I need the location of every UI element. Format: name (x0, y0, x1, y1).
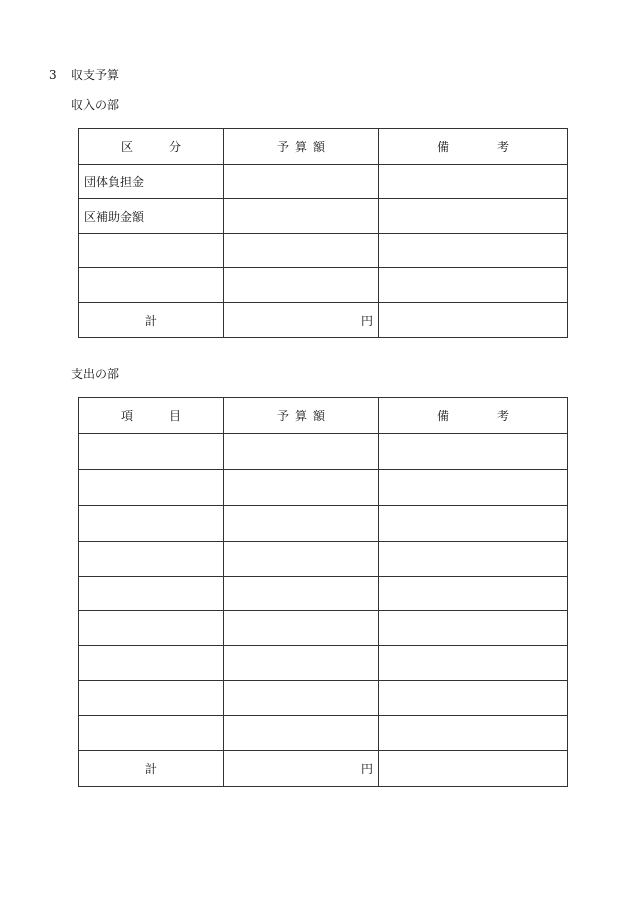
section-number: 3 (49, 68, 57, 82)
income-total-row (79, 303, 568, 338)
expense-row-label[interactable] (79, 506, 224, 542)
expense-row-amount[interactable] (224, 506, 379, 542)
income-row-amount[interactable] (224, 268, 379, 303)
table-row (79, 199, 568, 234)
expense-row-note[interactable] (379, 577, 568, 611)
table-row (79, 165, 568, 199)
table-row (79, 611, 568, 646)
income-total-amount[interactable]: 円 (224, 303, 379, 338)
expense-row-amount[interactable] (224, 434, 379, 470)
expense-header-item: 項 目 (79, 398, 224, 434)
table-row (79, 234, 568, 268)
expense-row-note[interactable] (379, 506, 568, 542)
expense-header-row (79, 398, 568, 434)
income-header-category: 区 分 (79, 129, 224, 165)
table-row (79, 716, 568, 751)
table-row (79, 542, 568, 577)
income-row-note[interactable] (379, 199, 568, 234)
expense-row-amount[interactable] (224, 577, 379, 611)
income-header-notes: 備 考 (379, 129, 568, 165)
income-row-amount[interactable] (224, 165, 379, 199)
expense-header-notes: 備 考 (379, 398, 568, 434)
income-row-label[interactable] (79, 268, 224, 303)
table-row (79, 681, 568, 716)
income-row-amount[interactable] (224, 234, 379, 268)
table-row (79, 470, 568, 506)
section-title: 収支予算 (71, 68, 120, 82)
income-table (78, 128, 568, 338)
section-heading (49, 67, 119, 83)
expense-row-note[interactable] (379, 434, 568, 470)
income-header-row (79, 129, 568, 165)
table-row (79, 434, 568, 470)
expense-row-amount[interactable] (224, 681, 379, 716)
expense-total-amount[interactable]: 円 (224, 751, 379, 787)
table-row (79, 268, 568, 303)
expense-row-note[interactable] (379, 716, 568, 751)
expense-row-label[interactable] (79, 434, 224, 470)
expense-row-note[interactable] (379, 681, 568, 716)
expense-row-label[interactable] (79, 646, 224, 681)
expense-row-note[interactable] (379, 611, 568, 646)
income-row-note[interactable] (379, 234, 568, 268)
expense-header-budget: 予 算 額 (224, 398, 379, 434)
expense-row-amount[interactable] (224, 716, 379, 751)
income-header-budget: 予 算 額 (224, 129, 379, 165)
income-row-note[interactable] (379, 165, 568, 199)
expense-row-note[interactable] (379, 646, 568, 681)
income-row-label[interactable]: 区補助金額 (79, 199, 224, 234)
table-row (79, 646, 568, 681)
expense-total-row (79, 751, 568, 787)
expense-table (78, 397, 568, 787)
income-row-label[interactable] (79, 234, 224, 268)
expense-row-label[interactable] (79, 681, 224, 716)
expense-row-amount[interactable] (224, 542, 379, 577)
expense-row-note[interactable] (379, 470, 568, 506)
income-row-amount[interactable] (224, 199, 379, 234)
expense-heading: 支出の部 (71, 367, 120, 381)
table-row (79, 506, 568, 542)
income-total-label: 計 (79, 303, 224, 338)
expense-row-amount[interactable] (224, 470, 379, 506)
table-row (79, 577, 568, 611)
income-row-note[interactable] (379, 268, 568, 303)
expense-row-label[interactable] (79, 542, 224, 577)
expense-total-label: 計 (79, 751, 224, 787)
expense-row-note[interactable] (379, 542, 568, 577)
income-row-label[interactable]: 団体負担金 (79, 165, 224, 199)
income-total-note[interactable] (379, 303, 568, 338)
expense-row-label[interactable] (79, 611, 224, 646)
expense-row-label[interactable] (79, 577, 224, 611)
expense-row-label[interactable] (79, 470, 224, 506)
expense-row-label[interactable] (79, 716, 224, 751)
expense-row-amount[interactable] (224, 646, 379, 681)
income-heading: 収入の部 (71, 98, 120, 112)
expense-row-amount[interactable] (224, 611, 379, 646)
expense-total-note[interactable] (379, 751, 568, 787)
